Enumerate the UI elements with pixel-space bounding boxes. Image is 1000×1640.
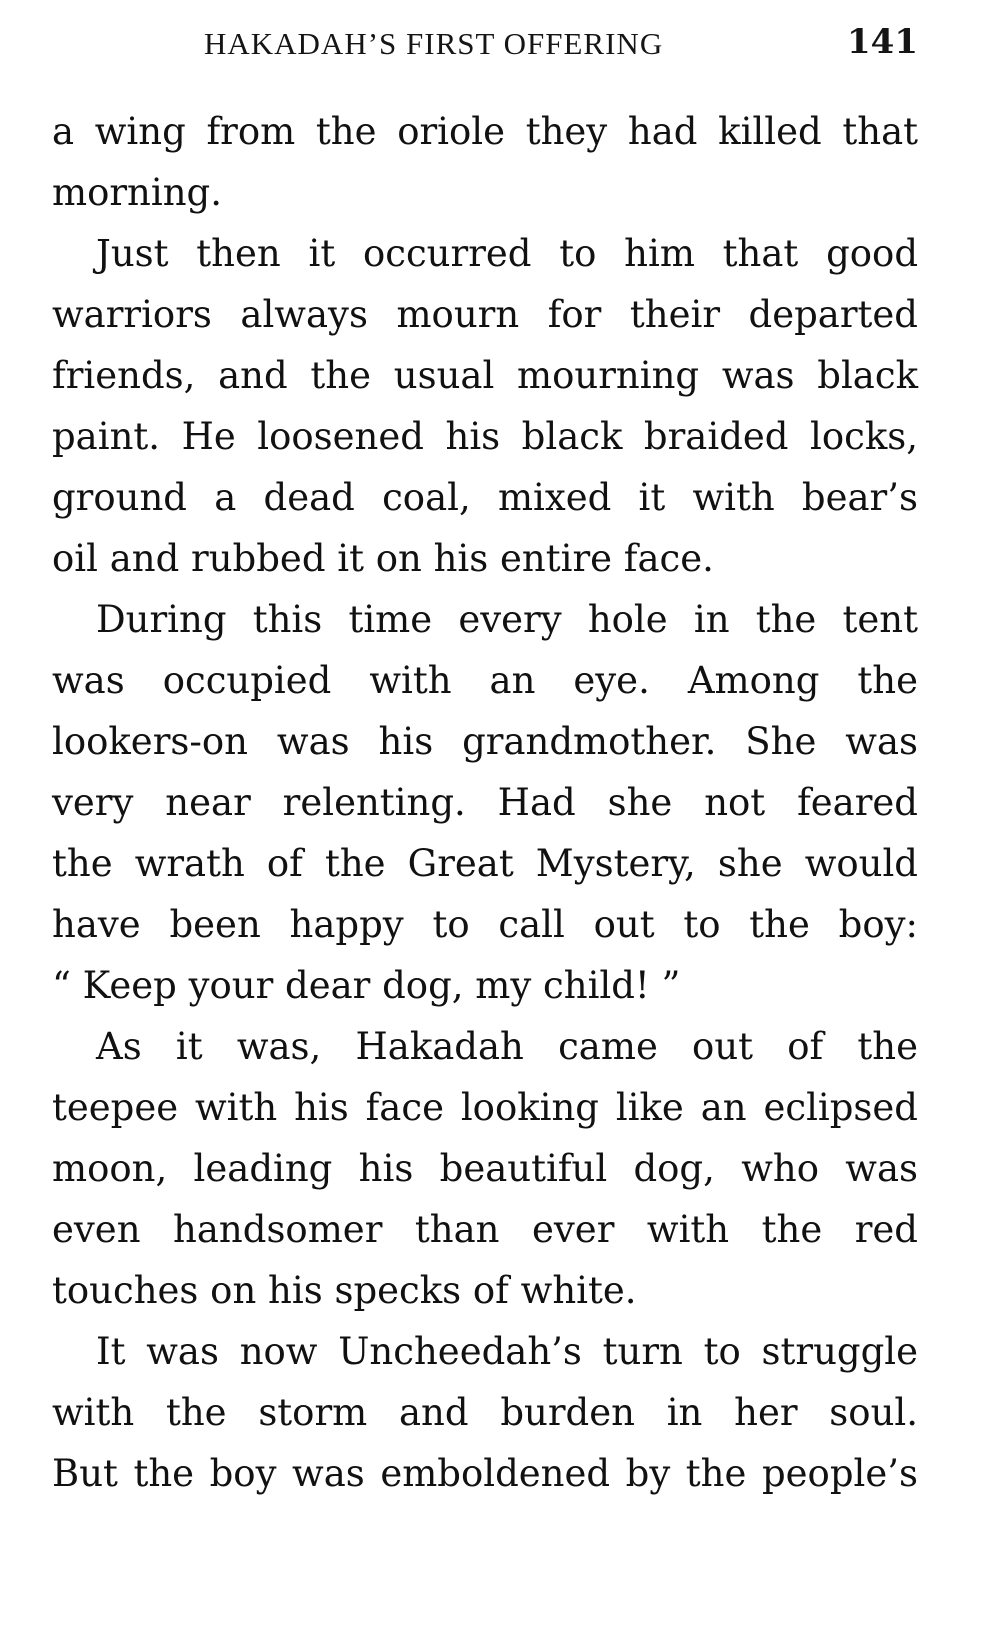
text-line: oil and rubbed it on his entire face.	[52, 537, 714, 580]
text-line: have been happy to call out to the boy:	[52, 903, 918, 946]
text-line: with the storm and burden in her soul.	[52, 1391, 918, 1434]
text-line: touches on his specks of white.	[52, 1269, 637, 1312]
running-title: HAKADAH’S FIRST OFFERING	[204, 26, 664, 61]
text-line: warriors always mourn for their departed	[52, 293, 918, 336]
text-line: “ Keep your dear dog, my child! ”	[52, 964, 681, 1007]
text-line: lookers-on was his grandmother. She was	[52, 720, 918, 763]
text-line: was occupied with an eye. Among the	[52, 659, 918, 702]
text-line: Just then it occurred to him that good	[96, 232, 918, 275]
paragraph	[52, 589, 918, 1016]
text-line: teepee with his face looking like an eclipsed	[52, 1086, 918, 1129]
text-line: the wrath of the Great Mystery, she would	[52, 842, 918, 885]
text-line: paint. He loosened his black braided locks,	[52, 415, 918, 458]
page-number: 141	[847, 22, 918, 62]
text-line: moon, leading his beautiful dog, who was	[52, 1147, 918, 1190]
text-line: friends, and the usual mourning was black	[52, 354, 918, 397]
text-line: ground a dead coal, mixed it with bear’s	[52, 476, 918, 519]
paragraph	[52, 223, 918, 589]
text-line: During this time every hole in the tent	[96, 598, 918, 641]
text-line: even handsomer than ever with the red	[52, 1208, 918, 1251]
text-line: But the boy was emboldened by the people’s	[52, 1452, 918, 1495]
text-line: As it was, Hakadah came out of the	[96, 1025, 918, 1068]
text-line: a wing from the oriole they had killed that	[52, 110, 918, 153]
text-line: It was now Uncheedah’s turn to struggle	[96, 1330, 918, 1373]
running-head	[52, 22, 918, 66]
text-line: very near relenting. Had she not feared	[52, 781, 918, 824]
paragraph	[52, 101, 918, 223]
text-line: morning.	[52, 171, 222, 214]
paragraph	[52, 1016, 918, 1321]
paragraph	[52, 1321, 918, 1504]
body-text	[52, 101, 918, 1504]
